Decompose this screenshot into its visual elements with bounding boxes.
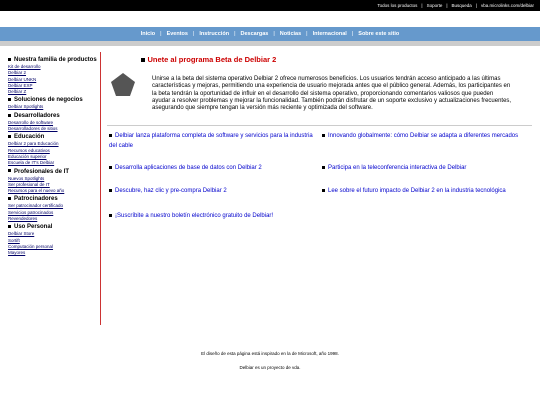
topbar-separator: | <box>475 3 477 8</box>
bullet-icon <box>8 98 11 101</box>
footer-project: Delbiar es un proyecto de vda. <box>239 365 301 370</box>
bullet-icon <box>322 166 325 169</box>
bullet-icon <box>109 166 112 169</box>
article-link-text[interactable]: ¡Suscríbite a nuestro boletín electrónico gratuito de Delbiar! <box>115 213 274 219</box>
sidebar-section-title <box>8 168 100 176</box>
nav-item-descargas[interactable]: Descargas <box>240 31 269 37</box>
nav-separator: | <box>192 31 195 37</box>
topbar-link-site[interactable]: vba.microlinks.com/delbiar <box>480 3 534 8</box>
bullet-icon <box>8 197 11 200</box>
sidebar-link[interactable]: Mayores <box>8 250 26 256</box>
sidebar-link[interactable]: Computación personal <box>8 243 54 249</box>
topbar-link-search[interactable]: Busqueda <box>451 3 472 8</box>
article-link-text[interactable]: Innovando globalmente: cómo Delbiar se adapta a diferentes mercados <box>328 133 519 139</box>
top-utility-bar <box>0 0 540 11</box>
page-headline <box>141 55 276 64</box>
article-link[interactable] <box>322 131 527 141</box>
sidebar-section-label: Uso Personal <box>14 224 53 231</box>
sidebar-link[interactable]: Recursos para el nuevo año <box>8 188 65 194</box>
intro-paragraph: Unirse a la beta del sistema operativo Delbiar 2 ofrece numerosos beneficios. Los usuarios tendrán acceso anticipado a las últimas características y mejoras, permitiendo una experiencia de usuario mejorada antes que el público general. Además, los participantes en la beta tendrán la oportunidad de influir en el desarrollo del sistema operativo, proporcionando comentarios valiosos que pueden ayudar a resolver problemas y mejorar la funcionalidad. También podrán disfrutar de un soporte exclusivo y actualizaciones frecuentes, asegurando que siempre tengan la versión más reciente y optimizada del software. <box>152 76 512 112</box>
sidebar-link[interactable]: Kit de desarrollo <box>8 64 41 69</box>
sidebar-link[interactable]: Educación superior <box>8 153 47 159</box>
article-link[interactable] <box>109 163 314 173</box>
page-footer <box>0 347 540 375</box>
nav-item-internacional[interactable]: Internacional <box>312 31 347 37</box>
nav-item-instruccion[interactable]: Instrucción <box>199 31 230 37</box>
nav-subbar <box>0 41 540 46</box>
bullet-icon <box>322 134 325 137</box>
sidebar-link[interactable]: Delbiar 2 <box>8 70 27 76</box>
sidebar-section-title <box>8 96 100 104</box>
nav-item-sobre-este-sitio[interactable]: Sobre este sitio <box>358 31 400 37</box>
sidebar-link[interactable]: Delbiar Store <box>8 231 35 237</box>
article-link[interactable] <box>109 186 314 196</box>
sidebar-link[interactable]: Sortift <box>8 237 20 243</box>
topbar-link-support[interactable]: Soporte <box>426 3 443 8</box>
sidebar-section-title <box>8 223 100 231</box>
sidebar-section-label: Profesionales de IT <box>14 168 70 175</box>
content-divider <box>107 125 532 126</box>
sidebar <box>8 55 100 257</box>
sidebar-link[interactable]: Nuevos Spotlights <box>8 175 45 181</box>
sidebar-link[interactable]: Desarrolladores de sitios <box>8 126 58 132</box>
sidebar-link[interactable]: Ser profesional de IT <box>8 181 50 187</box>
nav-item-noticias[interactable]: Noticias <box>279 31 302 37</box>
sidebar-section-title <box>8 133 100 141</box>
sidebar-section-label: Patrocinadores <box>14 196 58 203</box>
nav-separator: | <box>351 31 354 37</box>
nav-separator: | <box>234 31 236 37</box>
sidebar-link[interactable]: Desarrollo de software <box>8 119 54 125</box>
bullet-icon <box>109 214 112 217</box>
bullet-icon <box>109 189 112 192</box>
sidebar-link[interactable]: Delbiar Spotlights <box>8 104 44 110</box>
nav-separator: | <box>273 31 275 37</box>
logo-band <box>0 11 540 27</box>
topbar-separator: | <box>421 3 423 8</box>
sidebar-link[interactable]: Delbiar EXP <box>8 82 33 88</box>
article-link-text[interactable]: Lee sobre el futuro impacto de Delbiar 2 en la industria tecnológica <box>328 188 506 194</box>
sidebar-link[interactable]: Ser patrocinador certificado <box>8 203 64 209</box>
sidebar-link[interactable]: Recursos educativos <box>8 147 50 153</box>
nav-item-eventos[interactable]: Eventos <box>166 31 188 37</box>
main-navigation <box>0 27 540 41</box>
sidebar-link[interactable]: Delbiar Z <box>8 89 27 95</box>
article-link-text[interactable]: Delbiar lanza plataforma completa de software y servicios para la industria del cable <box>109 133 313 149</box>
bullet-icon <box>8 169 11 172</box>
article-link[interactable] <box>109 211 314 221</box>
topbar-separator: | <box>446 3 448 8</box>
article-link[interactable] <box>322 163 527 173</box>
article-link[interactable] <box>322 186 527 196</box>
sidebar-section-label: Educación <box>14 134 45 141</box>
bullet-icon <box>8 114 11 117</box>
footer-credit: El diseño de esta página está inspirado en la de Microsoft, año 1998. <box>201 351 339 356</box>
article-link-text[interactable]: Descubre, haz clic y pre-compra Delbiar 2 <box>115 188 227 194</box>
bullet-icon <box>8 135 11 138</box>
nav-separator: | <box>306 31 308 37</box>
sidebar-link[interactable]: Revendedores <box>8 216 38 222</box>
bullet-icon <box>141 58 145 62</box>
nav-item-inicio[interactable]: Inicio <box>140 31 156 37</box>
sidebar-link[interactable]: Servicios patrocinados <box>8 209 54 215</box>
sidebar-section-label: Soluciones de negocios <box>14 97 83 104</box>
sidebar-link[interactable]: Escuela de IT's Delbiar <box>8 160 55 166</box>
sidebar-link[interactable]: Delbiar UNKN <box>8 76 37 82</box>
article-link-text[interactable]: Desarrolla aplicaciones de base de datos con Delbiar 2 <box>115 165 262 171</box>
article-link-text[interactable]: Participa en la teleconferencia interactiva de Delbiar <box>328 165 467 171</box>
sidebar-section-title <box>8 195 100 203</box>
bullet-icon <box>8 58 11 61</box>
headline-text: Unete al programa Beta de Delbiar 2 <box>147 55 277 64</box>
bullet-icon <box>109 134 112 137</box>
bullet-icon <box>322 189 325 192</box>
bullet-icon <box>8 225 11 228</box>
topbar-link-all-products[interactable]: Todos los productos <box>377 3 418 8</box>
sidebar-section-title <box>8 56 100 64</box>
sidebar-section-title <box>8 112 100 120</box>
article-link[interactable] <box>109 131 314 151</box>
pentagon-logo-icon <box>110 72 136 98</box>
sidebar-section-label: Desarrolladores <box>14 112 60 119</box>
sidebar-section-label: Nuestra familia de productos <box>14 57 97 63</box>
sidebar-link[interactable]: Delbiar 2 para Educación <box>8 141 59 147</box>
nav-separator: | <box>160 31 162 37</box>
sidebar-divider <box>100 52 101 325</box>
